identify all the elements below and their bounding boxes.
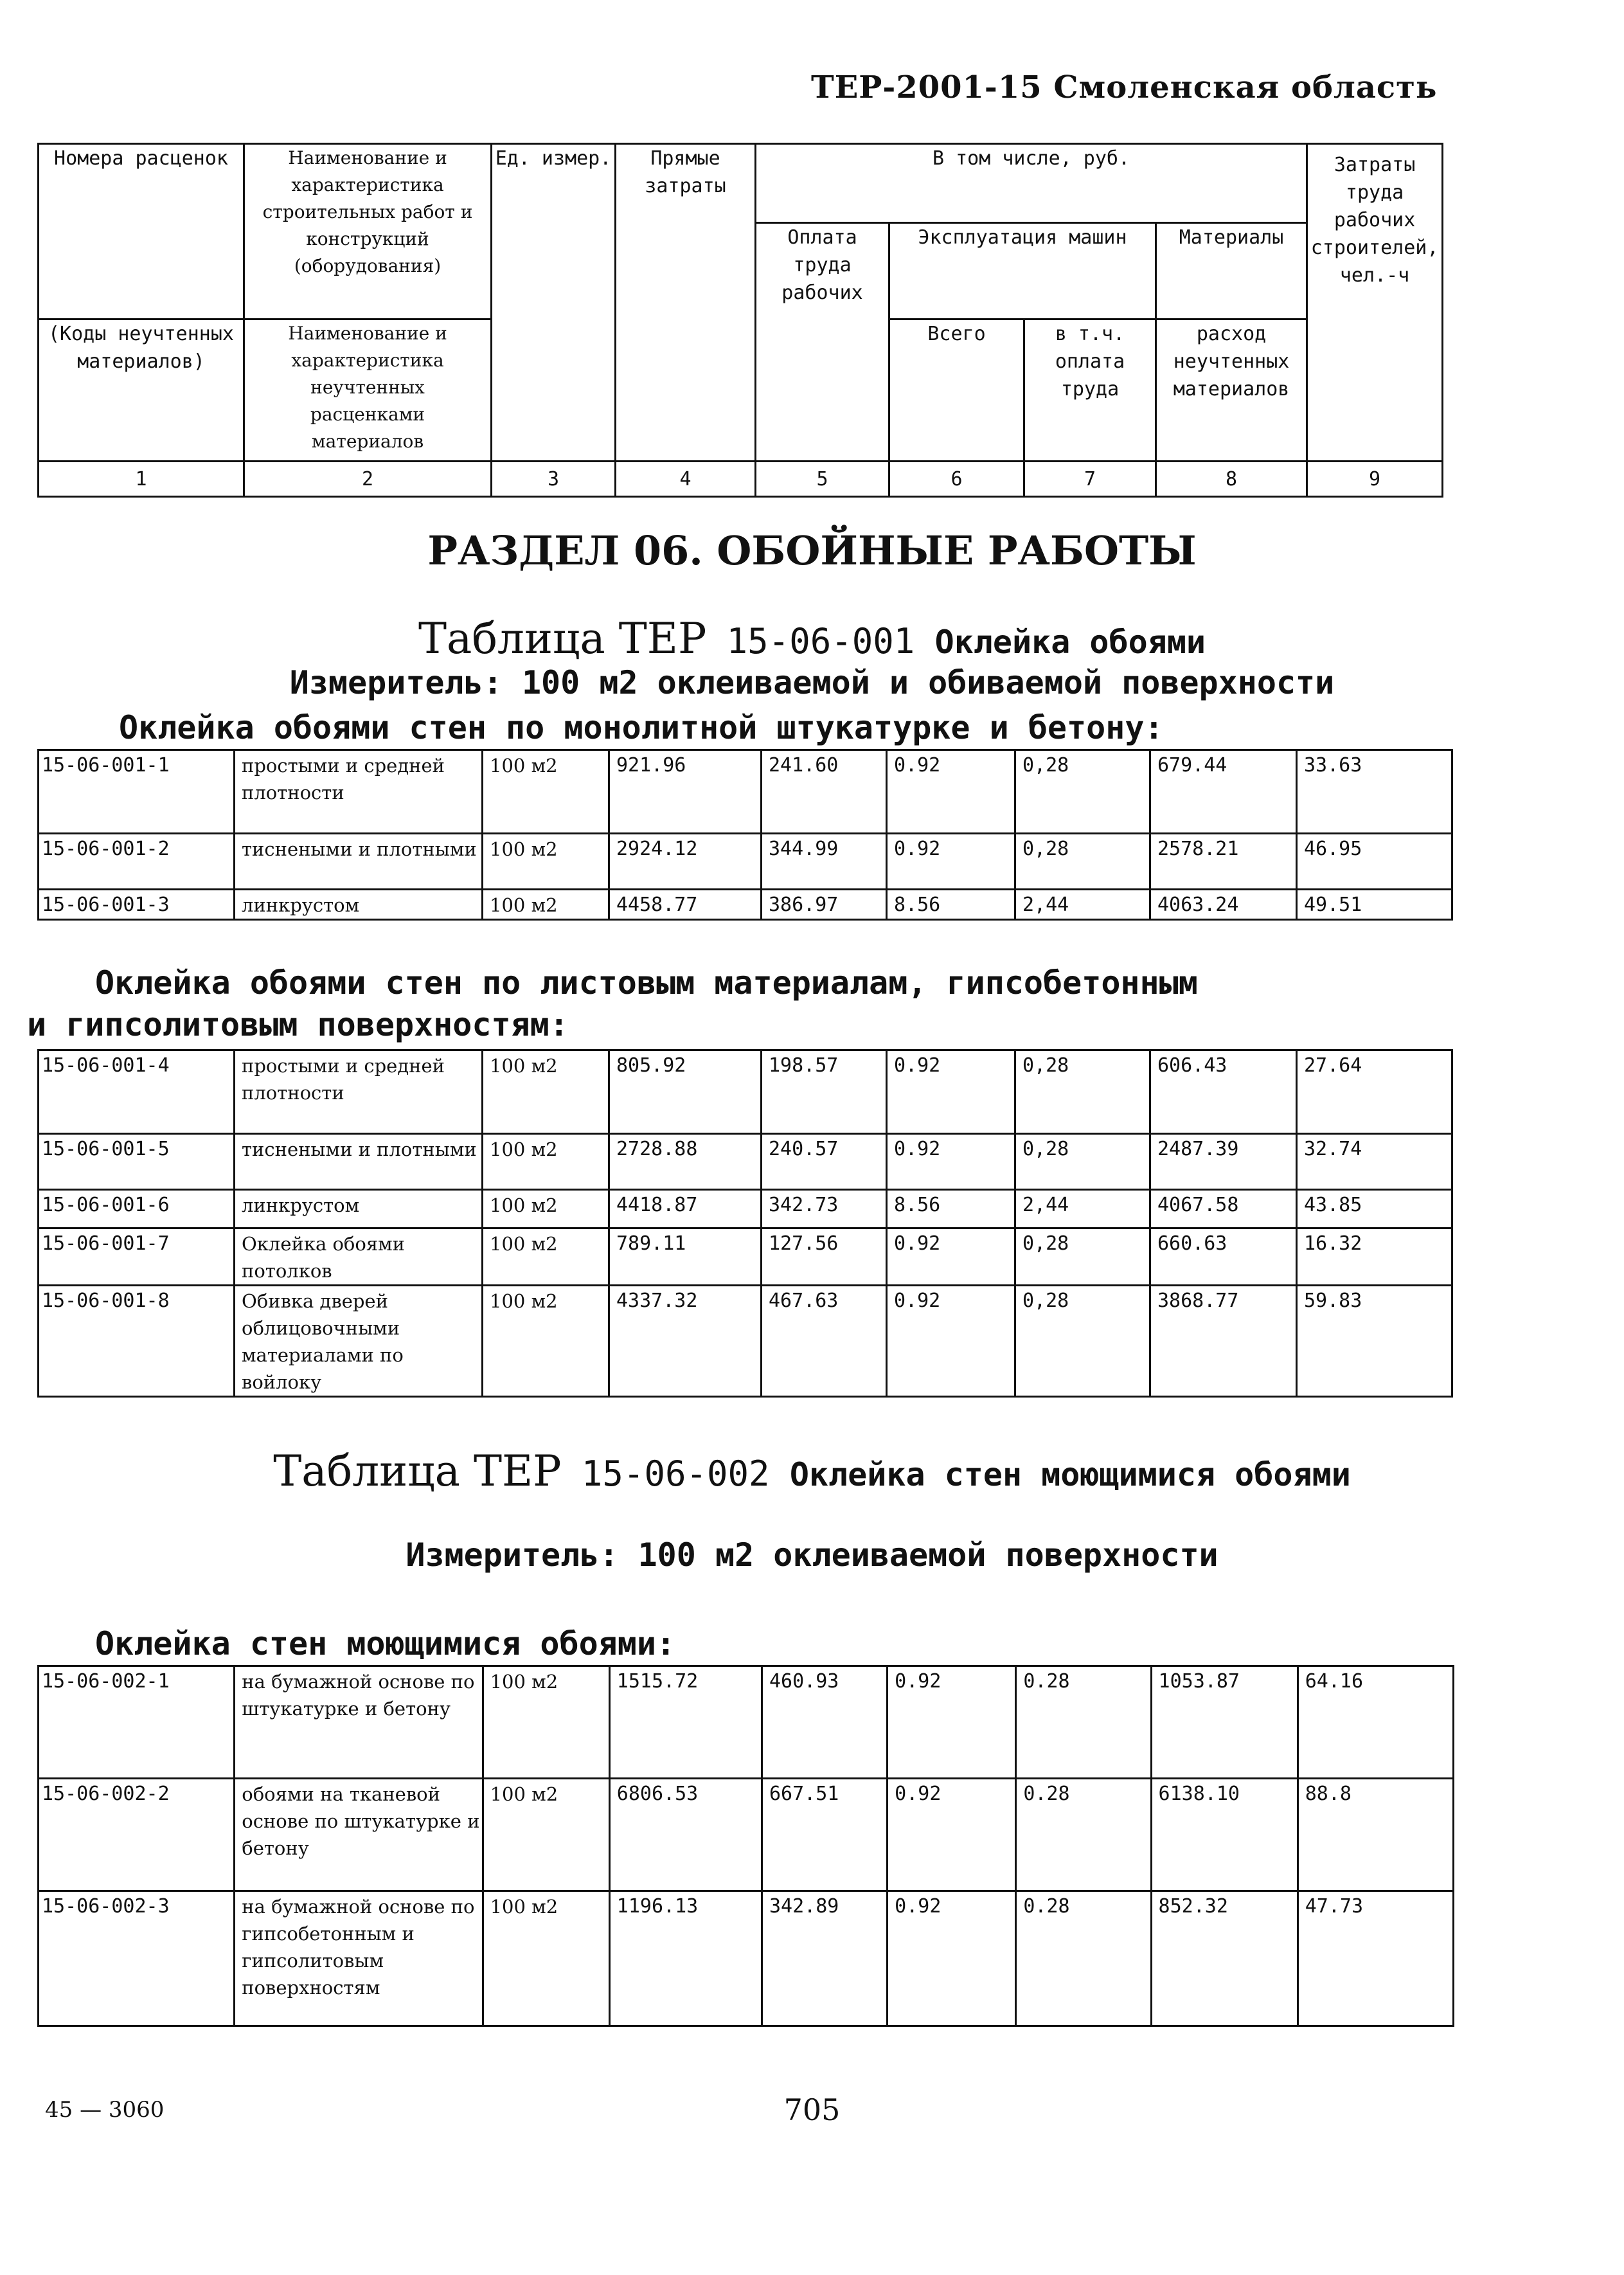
table2-code: 15-06-002 (581, 1453, 770, 1494)
materials-cost: 2487.39 (1150, 1134, 1297, 1190)
rate-code: 15-06-002-2 (39, 1779, 235, 1891)
table-row (39, 1190, 1452, 1228)
table1-group2-title-line1: Оклейка обоями стен по листовым материалам, гипсобетонным (95, 964, 1198, 1002)
direct-costs: 1196.13 (609, 1891, 762, 2026)
labor-costs: 59.83 (1297, 1286, 1452, 1397)
machine-total: 0.92 (887, 1050, 1015, 1134)
work-name: на бумажной основе по штукатурке и бетону (235, 1666, 483, 1779)
direct-costs: 6806.53 (609, 1779, 762, 1891)
machine-labor: 0,28 (1015, 834, 1150, 890)
work-name: на бумажной основе по гипсобетонным и гипсолитовым поверхностям (235, 1891, 483, 2026)
machine-labor: 0,28 (1015, 1050, 1150, 1134)
direct-costs: 2924.12 (609, 834, 762, 890)
materials-cost: 2578.21 (1150, 834, 1297, 890)
column-number: 2 (244, 462, 492, 497)
header-machine-total: Всего (889, 319, 1024, 462)
labor-costs: 43.85 (1297, 1190, 1452, 1228)
table-row (39, 1286, 1452, 1397)
machine-labor: 0.28 (1016, 1891, 1151, 2026)
machine-labor: 2,44 (1015, 1190, 1150, 1228)
work-name: тиснеными и плотными (235, 834, 483, 890)
unit: 100 м2 (483, 1666, 609, 1779)
labor-costs: 49.51 (1297, 890, 1452, 920)
labor-pay: 240.57 (762, 1134, 887, 1190)
labor-costs: 64.16 (1298, 1666, 1453, 1779)
table1-group1-title: Оклейка обоями стен по монолитной штукатурке и бетону: (119, 709, 1164, 746)
machine-labor: 0.28 (1016, 1666, 1151, 1779)
labor-costs: 46.95 (1297, 834, 1452, 890)
labor-costs: 27.64 (1297, 1050, 1452, 1134)
machine-labor: 2,44 (1015, 890, 1150, 920)
rate-code: 15-06-001-3 (39, 890, 235, 920)
header-name: Наименование и характеристика строительных работ и конструкций (оборудования) (244, 144, 492, 319)
machine-labor: 0,28 (1015, 1134, 1150, 1190)
table2-group-title: Оклейка стен моющимися обоями: (95, 1625, 676, 1662)
labor-pay: 667.51 (762, 1779, 887, 1891)
header-labor-costs: Затраты труда рабочих строителей, чел.-ч (1307, 144, 1443, 462)
unit: 100 м2 (483, 1891, 609, 2026)
rate-code: 15-06-002-3 (39, 1891, 235, 2026)
header-materials: Материалы (1156, 223, 1307, 319)
labor-costs: 88.8 (1298, 1779, 1453, 1891)
materials-cost: 679.44 (1150, 750, 1297, 834)
unit: 100 м2 (483, 1190, 609, 1228)
column-number: 3 (492, 462, 616, 497)
table2-title (0, 1446, 1624, 1496)
table1-prefix: Таблица ТЕР (418, 614, 707, 663)
table1-group2-title-line2: и гипсолитовым поверхностям: (27, 1006, 569, 1043)
labor-pay: 386.97 (762, 890, 887, 920)
header-materials-consumption: расход неучтенных материалов (1156, 319, 1307, 462)
table2-name: Оклейка стен моющимися обоями (789, 1456, 1351, 1493)
header-machine-labor: в т.ч. оплата труда (1024, 319, 1156, 462)
labor-costs: 32.74 (1297, 1134, 1452, 1190)
column-number: 4 (616, 462, 756, 497)
labor-pay: 241.60 (762, 750, 887, 834)
direct-costs: 921.96 (609, 750, 762, 834)
unit: 100 м2 (483, 834, 609, 890)
labor-costs: 16.32 (1297, 1228, 1452, 1286)
table-row (39, 1134, 1452, 1190)
header-rate-numbers: Номера расценок (39, 144, 244, 319)
table1-meter: Измеритель: 100 м2 оклеиваемой и обиваемой поверхности (289, 664, 1335, 701)
unit: 100 м2 (483, 1779, 609, 1891)
direct-costs: 1515.72 (609, 1666, 762, 1779)
header-including: В том числе, руб. (756, 144, 1307, 223)
materials-cost: 1053.87 (1151, 1666, 1298, 1779)
direct-costs: 2728.88 (609, 1134, 762, 1190)
table-row (39, 1779, 1454, 1891)
header-material-codes: (Коды неучтенных материалов) (39, 319, 244, 462)
column-number: 9 (1307, 462, 1443, 497)
unit: 100 м2 (483, 1050, 609, 1134)
unit: 100 м2 (483, 890, 609, 920)
machine-labor: 0,28 (1015, 1286, 1150, 1397)
table-row (39, 834, 1452, 890)
machine-total: 0.92 (887, 750, 1015, 834)
labor-pay: 342.73 (762, 1190, 887, 1228)
column-number: 6 (889, 462, 1024, 497)
work-name: Оклейка обоями потолков (235, 1228, 483, 1286)
machine-total: 0.92 (887, 1134, 1015, 1190)
column-number: 5 (756, 462, 889, 497)
document-title: ТЕР-2001-15 Смоленская область (811, 69, 1438, 105)
header-machine-operation: Эксплуатация машин (889, 223, 1156, 319)
materials-cost: 4067.58 (1150, 1190, 1297, 1228)
machine-labor: 0.28 (1016, 1779, 1151, 1891)
work-name: линкрустом (235, 1190, 483, 1228)
table-row (39, 890, 1452, 920)
unit: 100 м2 (483, 750, 609, 834)
column-number: 1 (39, 462, 244, 497)
header-direct-costs: Прямые затраты (616, 144, 756, 462)
header-name-materials: Наименование и характеристика неучтенных расценками материалов (244, 319, 492, 462)
labor-pay: 344.99 (762, 834, 887, 890)
table2-prefix: Таблица ТЕР (273, 1446, 562, 1496)
materials-cost: 3868.77 (1150, 1286, 1297, 1397)
table1-name: Оклейка обоями (934, 624, 1206, 661)
materials-cost: 660.63 (1150, 1228, 1297, 1286)
header-unit: Ед. измер. (492, 144, 616, 462)
sheet-mark: 45 — 3060 (45, 2097, 165, 2123)
rate-code: 15-06-001-8 (39, 1286, 235, 1397)
materials-cost: 6138.10 (1151, 1779, 1298, 1891)
machine-total: 0.92 (887, 834, 1015, 890)
section-title: РАЗДЕЛ 06. ОБОЙНЫЕ РАБОТЫ (427, 527, 1197, 574)
direct-costs: 4418.87 (609, 1190, 762, 1228)
machine-total: 0.92 (887, 1286, 1015, 1397)
machine-labor: 0,28 (1015, 1228, 1150, 1286)
work-name: простыми и средней плотности (235, 1050, 483, 1134)
work-name: тиснеными и плотными (235, 1134, 483, 1190)
table1-group2-rows (37, 1049, 1453, 1398)
machine-total: 8.56 (887, 1190, 1015, 1228)
machine-total: 8.56 (887, 890, 1015, 920)
unit: 100 м2 (483, 1134, 609, 1190)
direct-costs: 805.92 (609, 1050, 762, 1134)
machine-total: 0.92 (887, 1228, 1015, 1286)
table-row (39, 750, 1452, 834)
direct-costs: 4458.77 (609, 890, 762, 920)
table-row (39, 1891, 1454, 2026)
unit: 100 м2 (483, 1228, 609, 1286)
header-labor-pay: Оплата труда рабочих (756, 223, 889, 462)
labor-pay: 127.56 (762, 1228, 887, 1286)
labor-pay: 460.93 (762, 1666, 887, 1779)
materials-cost: 606.43 (1150, 1050, 1297, 1134)
page-number: 705 (783, 2092, 841, 2127)
rate-code: 15-06-001-4 (39, 1050, 235, 1134)
labor-pay: 342.89 (762, 1891, 887, 2026)
work-name: Обивка дверей облицовочными материалами по войлоку (235, 1286, 483, 1397)
table2-rows (37, 1665, 1454, 2027)
table-row (39, 1666, 1454, 1779)
direct-costs: 4337.32 (609, 1286, 762, 1397)
table1-title (0, 614, 1624, 663)
table1-code: 15-06-001 (726, 621, 915, 661)
table-row (39, 1228, 1452, 1286)
rate-code: 15-06-001-2 (39, 834, 235, 890)
table2-meter: Измеритель: 100 м2 оклеиваемой поверхности (406, 1536, 1218, 1574)
rate-code: 15-06-002-1 (39, 1666, 235, 1779)
machine-total: 0.92 (888, 1891, 1016, 2026)
column-header-table (37, 143, 1443, 498)
labor-costs: 47.73 (1298, 1891, 1453, 2026)
machine-total: 0.92 (888, 1779, 1016, 1891)
table1-group1-rows (37, 749, 1453, 921)
materials-cost: 852.32 (1151, 1891, 1298, 2026)
work-name: обоями на тканевой основе по штукатурке и бетону (235, 1779, 483, 1891)
rate-code: 15-06-001-6 (39, 1190, 235, 1228)
direct-costs: 789.11 (609, 1228, 762, 1286)
table-row (39, 1050, 1452, 1134)
work-name: простыми и средней плотности (235, 750, 483, 834)
rate-code: 15-06-001-1 (39, 750, 235, 834)
materials-cost: 4063.24 (1150, 890, 1297, 920)
labor-pay: 198.57 (762, 1050, 887, 1134)
column-number: 8 (1156, 462, 1307, 497)
labor-costs: 33.63 (1297, 750, 1452, 834)
unit: 100 м2 (483, 1286, 609, 1397)
work-name: линкрустом (235, 890, 483, 920)
machine-labor: 0,28 (1015, 750, 1150, 834)
column-number: 7 (1024, 462, 1156, 497)
labor-pay: 467.63 (762, 1286, 887, 1397)
rate-code: 15-06-001-7 (39, 1228, 235, 1286)
machine-total: 0.92 (888, 1666, 1016, 1779)
rate-code: 15-06-001-5 (39, 1134, 235, 1190)
